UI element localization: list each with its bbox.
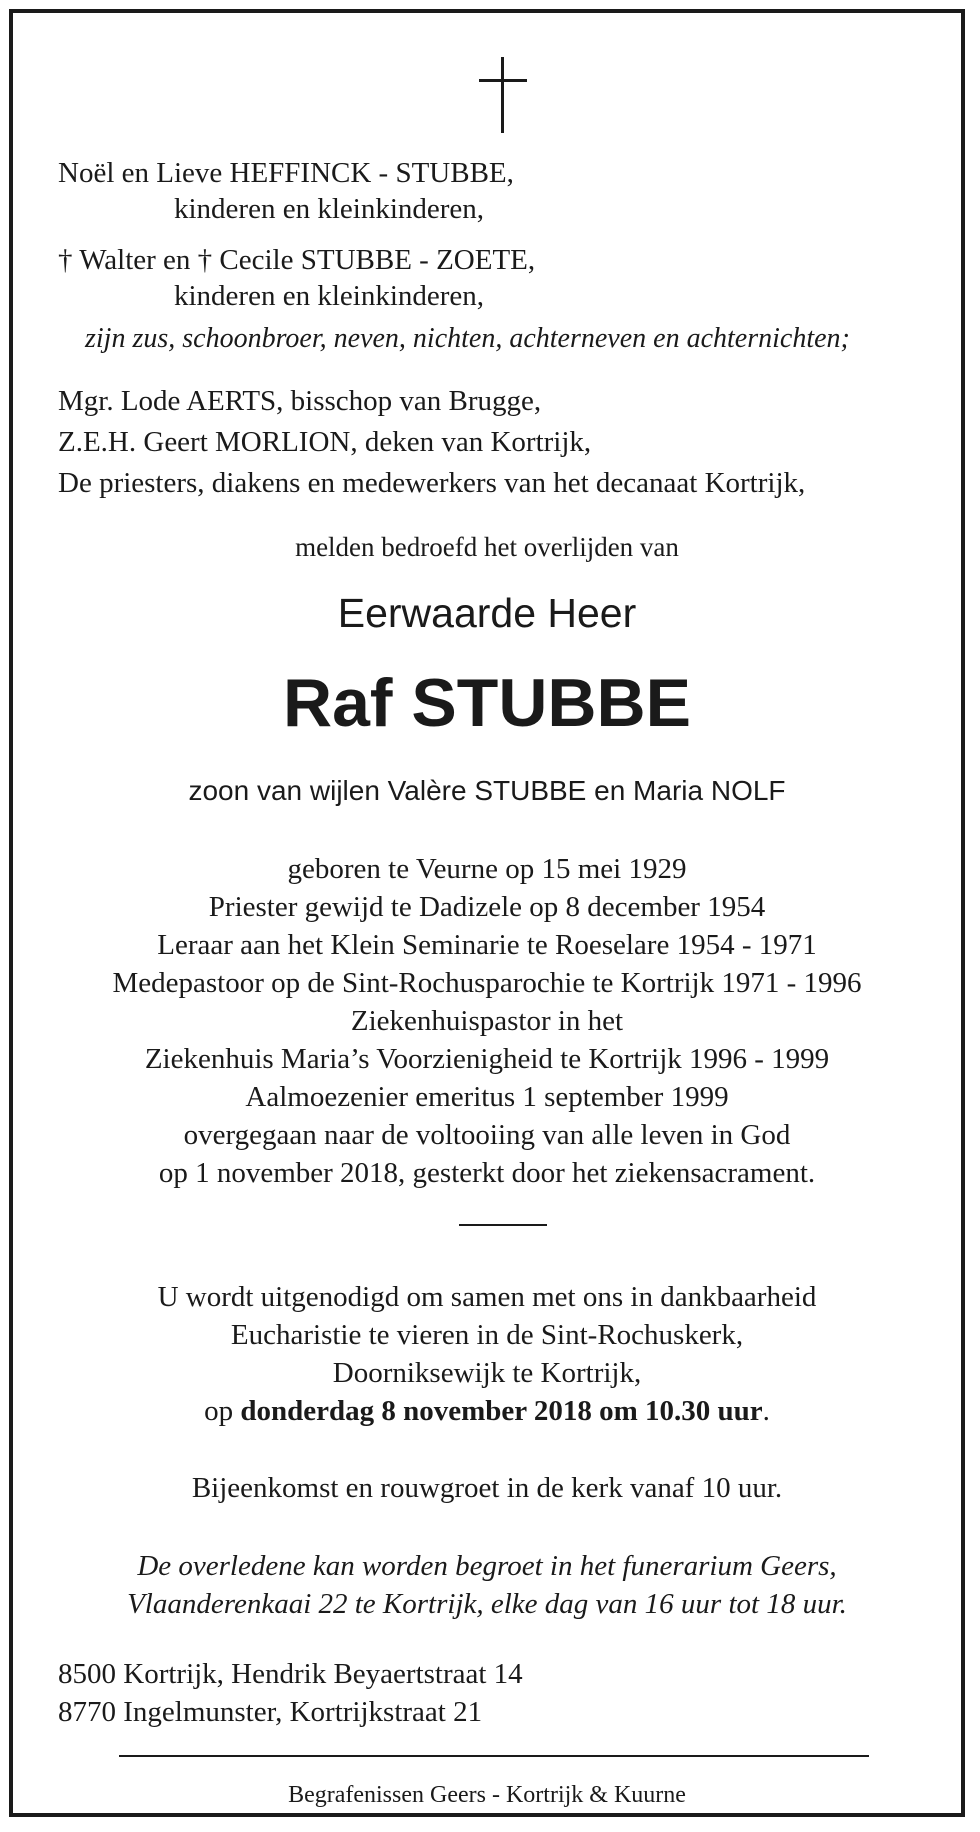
service-line: Eucharistie te vieren in de Sint-Rochuskerk, [230, 1319, 744, 1351]
bio-line: Ziekenhuis Maria’s Voorzienigheid te Kortrijk 1996 - 1999 [144, 1043, 830, 1075]
service-date-suffix: . [762, 1395, 770, 1427]
obituary-notice [9, 9, 965, 1817]
gathering-info: Bijeenkomst en rouwgroet in de kerk vanaf 10 uur. [191, 1472, 783, 1504]
bio-line: Medepastoor op de Sint-Rochusparochie te Kortrijk 1971 - 1996 [112, 967, 862, 999]
deceased-parents: zoon van wijlen Valère STUBBE en Maria NOLF [188, 775, 786, 806]
cross-icon [479, 57, 527, 133]
service-date [13, 1393, 961, 1429]
deceased-title: Eerwaarde Heer [337, 590, 637, 636]
bio-line: Leraar aan het Klein Seminarie te Roeselare 1954 - 1971 [157, 929, 817, 961]
bio-line: geboren te Veurne op 15 mei 1929 [287, 853, 687, 885]
bio-line: overgegaan naar de voltooiing van alle leven in God [183, 1119, 791, 1151]
clergy-bishop: Mgr. Lode AERTS, bisschop van Brugge, [58, 385, 542, 417]
service-date-prefix: op [204, 1395, 241, 1427]
family-zoete-children: kinderen en kleinkinderen, [174, 280, 485, 312]
funeral-home-footer: Begrafenissen Geers - Kortrijk & Kuurne [288, 1782, 686, 1808]
family-heffinck-children: kinderen en kleinkinderen, [174, 193, 485, 225]
bio-line: op 1 november 2018, gesterkt door het ziekensacrament. [158, 1157, 816, 1189]
section-divider [459, 1224, 547, 1226]
family-relations: zijn zus, schoonbroer, neven, nichten, achterneven en achternichten; [85, 323, 850, 354]
family-zoete: † Walter en † Cecile STUBBE - ZOETE, [58, 244, 536, 276]
address-line: 8500 Kortrijk, Hendrik Beyaertstraat 14 [58, 1658, 523, 1690]
family-heffinck: Noël en Lieve HEFFINCK - STUBBE, [58, 157, 514, 189]
viewing-line: De overledene kan worden begroet in het funerarium Geers, [137, 1550, 837, 1582]
service-line: Doorniksewijk te Kortrijk, [332, 1357, 642, 1389]
bio-line: Ziekenhuispastor in het [350, 1005, 624, 1037]
address-line: 8770 Ingelmunster, Kortrijkstraat 21 [58, 1696, 483, 1728]
deceased-name: Raf STUBBE [282, 665, 692, 741]
bio-line: Priester gewijd te Dadizele op 8 december 1954 [208, 891, 766, 923]
viewing-line: Vlaanderenkaai 22 te Kortrijk, elke dag van 16 uur tot 18 uur. [127, 1588, 847, 1620]
clergy-dean: Z.E.H. Geert MORLION, deken van Kortrijk, [58, 426, 592, 458]
service-date-bold: donderdag 8 november 2018 om 10.30 uur [240, 1395, 763, 1427]
clergy-priests: De priesters, diakens en medewerkers van het decanaat Kortrijk, [58, 467, 806, 499]
bio-line: Aalmoezenier emeritus 1 september 1999 [245, 1081, 729, 1113]
announcement: melden bedroefd het overlijden van [295, 532, 679, 562]
footer-divider [119, 1755, 869, 1757]
service-line: U wordt uitgenodigd om samen met ons in dankbaarheid [157, 1281, 817, 1313]
